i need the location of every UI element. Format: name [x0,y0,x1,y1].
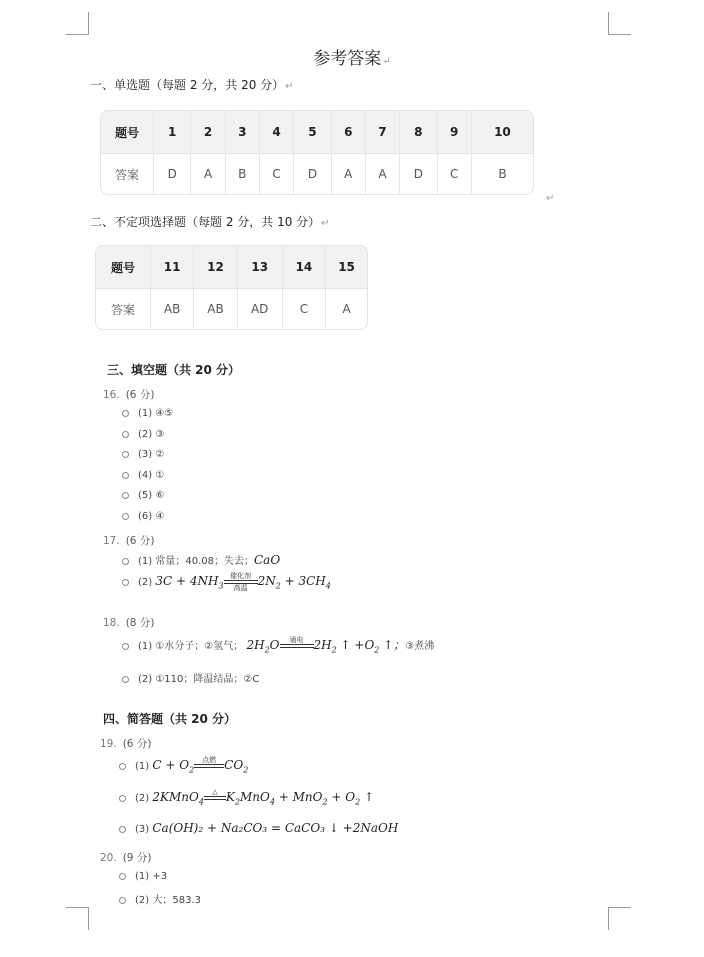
list-item: (2) ③ [122,429,164,440]
section1-answer-table [100,110,534,195]
table-cell: 11 [151,246,194,289]
table-cell: 10 [472,111,533,154]
corner-mark-bottom-left [66,907,89,930]
list-item: (1) +3 [119,871,167,882]
table-cell: AD [238,289,283,329]
corner-mark-top-right [608,12,631,35]
list-item: (2) 大；583.3 [119,891,201,906]
page-title: 参考答案↵ [313,49,391,69]
table-cell: D [154,154,191,194]
question-16: 16. (6 分) [103,389,155,401]
question-17: 17. (6 分) [103,535,155,547]
list-item: (2) 2KMnO$_4$ △ $K_2MnO_4 + MnO_2 + O_2$ ↑ [119,788,374,808]
table-cell: 2 [191,111,225,154]
list-item: (1) ④⑤ [122,408,173,419]
list-item: (3) Ca(OH)₂ + Na₂CO₃ = CaCO₃ ↓ +2NaOH [119,821,398,835]
question-19: 19. (6 分) [100,738,152,750]
table-cell: D [400,154,437,194]
table-cell: 5 [294,111,331,154]
paragraph-mark: ↵ [546,193,555,204]
corner-mark-top-left [66,12,89,35]
table-cell: 15 [326,246,367,289]
table-cell: B [226,154,260,194]
table-cell: AB [194,289,237,329]
list-item: (2) ①110；降温结晶；②C [122,670,259,685]
table-cell: 1 [154,111,191,154]
question-18: 18. (8 分) [103,617,155,629]
section2-answer-table [95,245,368,330]
corner-mark-bottom-right [608,907,631,930]
table-cell: A [332,154,366,194]
table-cell: A [366,154,400,194]
table-cell: C [283,289,326,329]
section1-heading: 一、单选题（每题 2 分，共 20 分）↵ [90,78,294,92]
table-cell: A [342,302,351,316]
table-cell: A [191,154,225,194]
table-cell: AB [151,289,194,329]
list-item: (1) ①水分子；②氢气； $2H_2O$ 通电 $2H_2$ ↑ $+O_2$ ↑；③煮沸 [122,636,434,656]
table-cell: 3 [226,111,260,154]
table-cell: 8 [400,111,437,154]
table-cell: 7 [366,111,400,154]
table-cell: 12 [194,246,237,289]
list-item: (4) ① [122,470,164,481]
table-answer-label: 答案 [101,154,154,194]
table-header-label: 题号 [101,111,154,154]
list-item: (5) ⑥ [122,490,164,501]
question-20: 20. (9 分) [100,852,152,864]
table-cell: C [438,154,472,194]
table-cell: 13 [238,246,283,289]
table-cell: 14 [283,246,326,289]
section3-heading: 三、填空题（共 20 分） [107,363,241,377]
table-cell: 6 [332,111,366,154]
list-item: (3) ② [122,449,164,460]
table-cell: 9 [438,111,472,154]
list-item: (2) $3C + 4NH_3$ 催化剂 高温 $2N_2 + 3CH_4$ [122,572,331,592]
table-cell: B [498,167,507,181]
list-item: (1) 常量；40.08；失去；CaO [122,552,280,567]
section2-heading: 二、不定项选择题（每题 2 分，共 10 分）↵ [90,215,330,229]
table-cell: C [260,154,294,194]
list-item: (6) ④ [122,511,164,522]
table-header-label: 题号 [96,246,151,289]
table-cell: 4 [260,111,294,154]
table-answer-label: 答案 [96,289,151,329]
list-item: (1) $C + O_2$ 点燃 $CO_2$ [119,756,248,776]
section4-heading: 四、简答题（共 20 分） [103,712,237,726]
table-cell: D [294,154,331,194]
